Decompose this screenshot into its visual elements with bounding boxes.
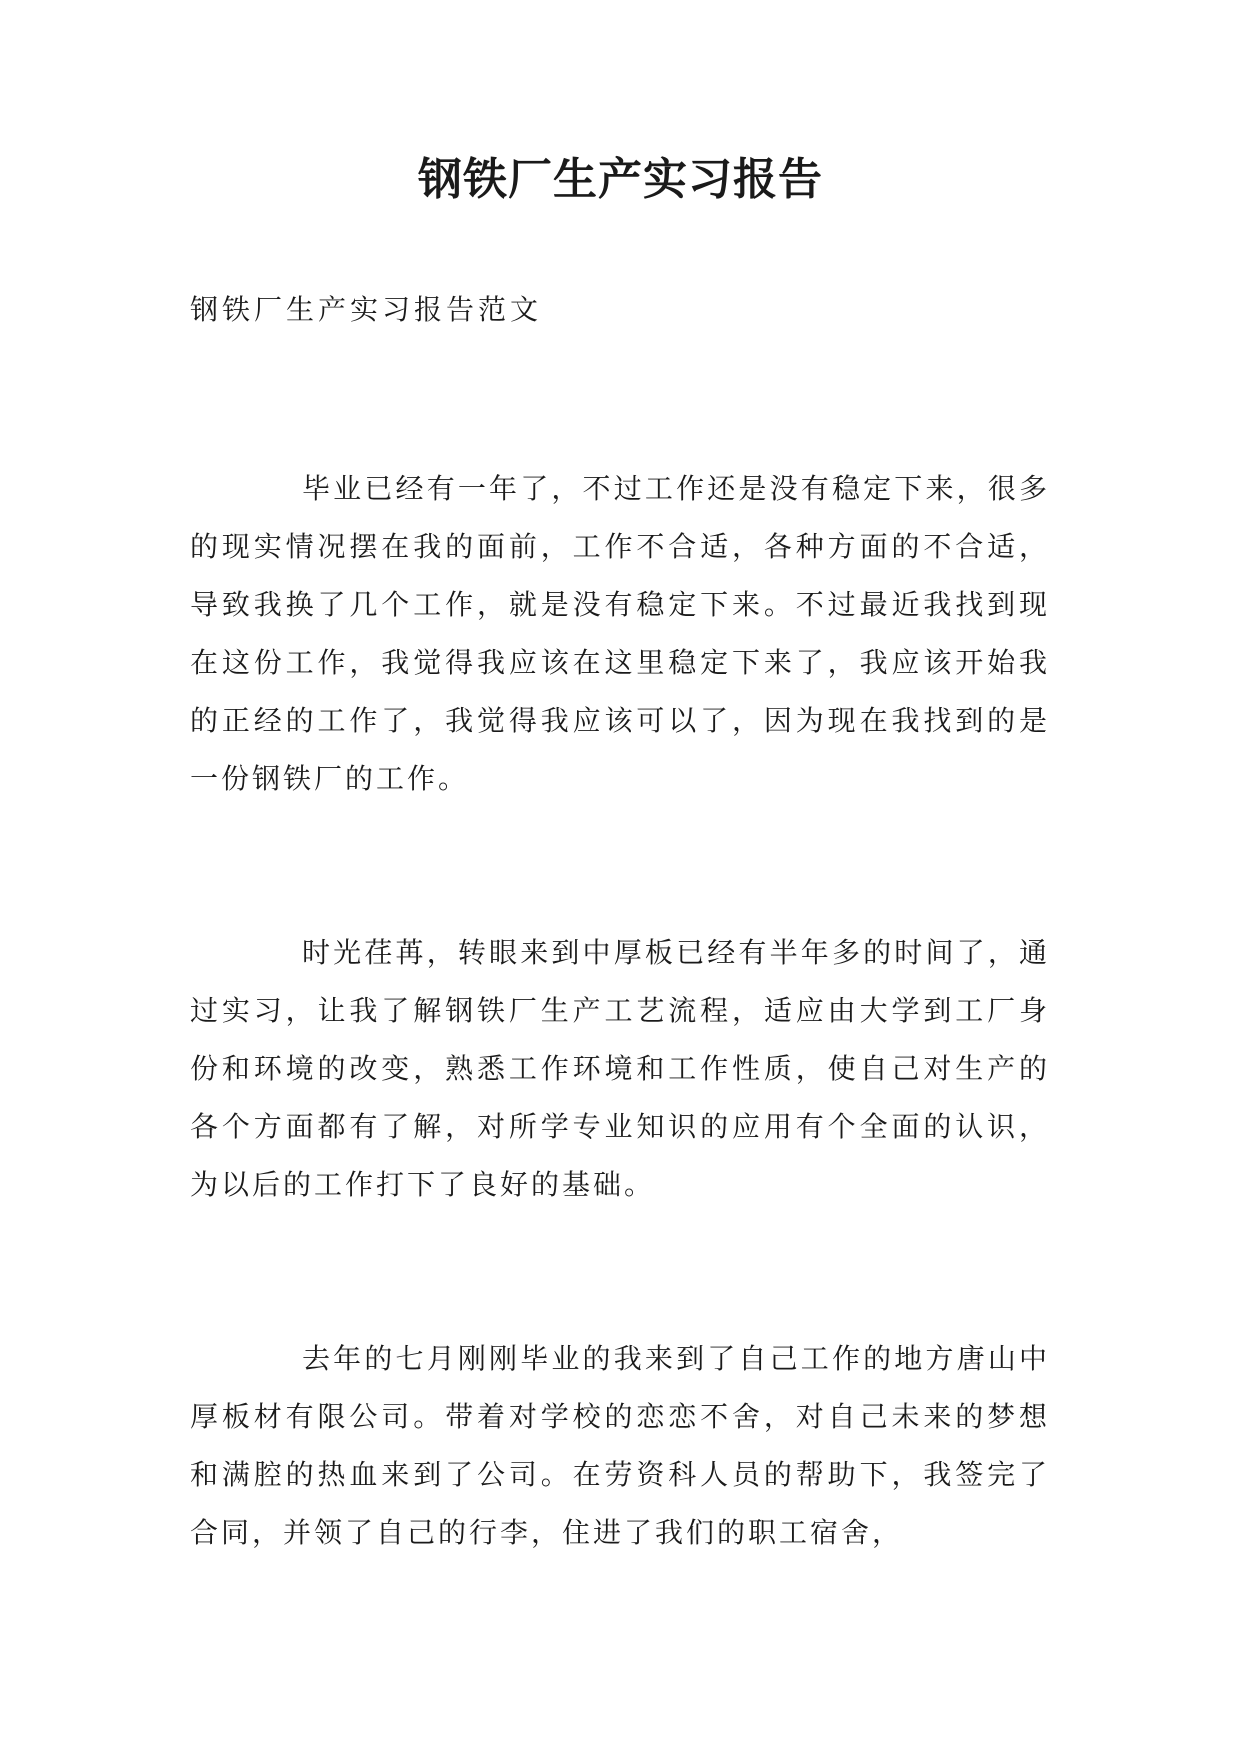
paragraph-2: 时光荏苒，转眼来到中厚板已经有半年多的时间了，通过实习，让我了解钢铁厂生产工艺流程，适应由大学到工厂身份和环境的改变，熟悉工作环境和工作性质，使自己对生产的各个方面都有了解，对所学专业知识的应用有个全面的认识，为以后的工作打下了良好的基础。 — [190, 936, 1050, 1201]
document-title: 钢铁厂生产实习报告 — [418, 154, 823, 205]
document-subtitle: 钢铁厂生产实习报告范文 — [190, 293, 543, 326]
paragraph-1: 毕业已经有一年了，不过工作还是没有稳定下来，很多的现实情况摆在我的面前，工作不合适，各种方面的不合适，导致我换了几个工作，就是没有稳定下来。不过最近我找到现在这份工作，我觉得我应该在这里稳定下来了，我应该开始我的正经的工作了，我觉得我应该可以了，因为现在我找到的是一份钢铁厂的工作。 — [190, 472, 1050, 795]
paragraph-3: 去年的七月刚刚毕业的我来到了自己工作的地方唐山中厚板材有限公司。带着对学校的恋恋不舍，对自己未来的梦想和满腔的热血来到了公司。在劳资科人员的帮助下，我签完了合同，并领了自己的行李，住进了我们的职工宿舍， — [190, 1342, 1050, 1549]
